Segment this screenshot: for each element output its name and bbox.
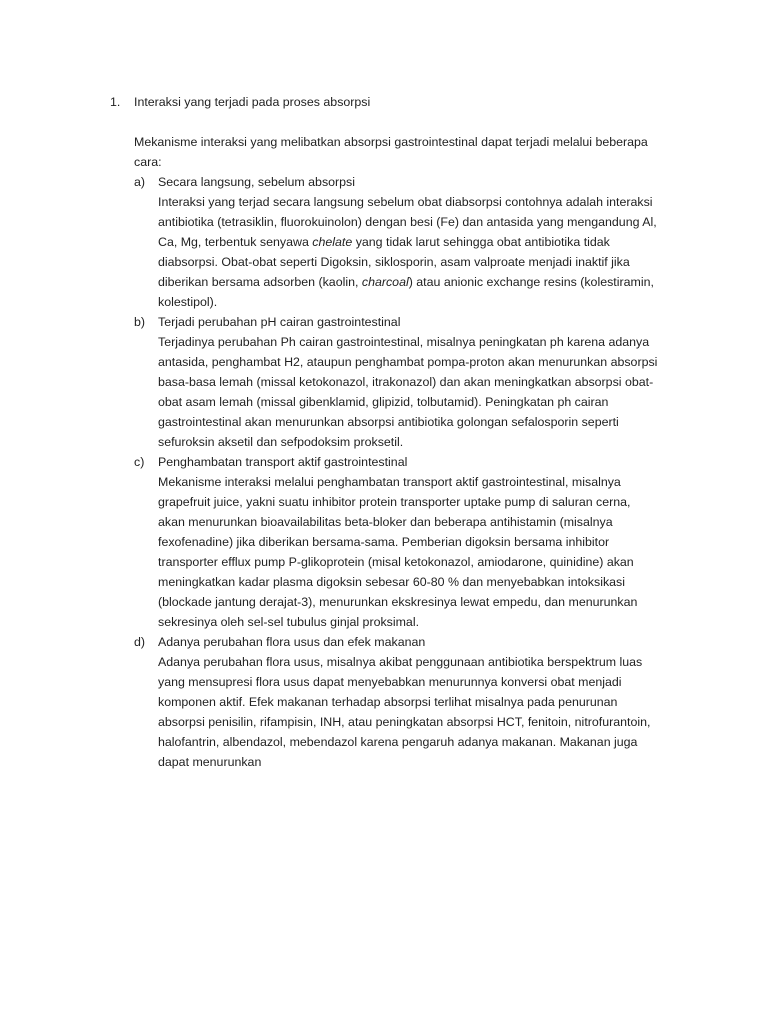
subsection-letter: b) <box>134 315 146 329</box>
italic-term: charcoal <box>361 275 409 289</box>
body-line: absorpsi penisilin, rifampisin, INH, atau peningkatan absorpsi HCT, fenitoin, nitrofurantoin, <box>158 715 651 729</box>
body-line: antibiotika (tetrasiklin, fluorokuinolon) dengan besi (Fe) dan antasida yang mengandung Al, <box>158 215 657 229</box>
body-line: gastrointestinal akan menurunkan absorpsi antibiotika golongan sefalosporin seperti <box>158 415 619 429</box>
body-line: sefuroksin aksetil dan sefpodoksim proksetil. <box>158 435 404 449</box>
subsection-body <box>158 652 694 772</box>
subsection <box>134 632 694 772</box>
subsection-title-text: Secara langsung, sebelum absorpsi <box>158 175 355 189</box>
subsection-body <box>158 192 694 312</box>
body-line <box>158 232 694 252</box>
body-line: basa-basa lemah (missal ketokonazol, itrakonazol) dan akan meningkatkan absorpsi obat- <box>158 375 654 389</box>
subsection-title-text: Terjadi perubahan pH cairan gastrointestinal <box>158 315 401 329</box>
body-line: komponen aktif. Efek makanan terhadap absorpsi terlihat misalnya pada penurunan <box>158 695 618 709</box>
body-line: Terjadinya perubahan Ph cairan gastrointestinal, misalnya peningkatan ph karena adanya <box>158 335 650 349</box>
subsection-title-text: Adanya perubahan flora usus dan efek makanan <box>158 635 426 649</box>
body-line-text: diberikan bersama adsorben (kaolin, <box>158 275 362 289</box>
body-line: akan menurunkan bioavailabilitas beta-bloker dan beberapa antihistamin (misalnya <box>158 515 613 529</box>
body-line: meningkatkan kadar plasma digoksin sebesar 60-80 % dan menyebabkan intoksikasi <box>158 575 625 589</box>
subsection <box>134 452 694 632</box>
subsection-list <box>134 172 694 772</box>
body-line: (blockade jantung derajat-3), menurunkan ekskresinya lewat empedu, dan menurunkan <box>158 595 638 609</box>
subsection-title <box>134 632 694 652</box>
body-line-text: ) atau anionic exchange resins (kolestiramin, <box>408 275 654 289</box>
body-line: Adanya perubahan flora usus, misalnya akibat penggunaan antibiotika berspektrum luas <box>158 655 643 669</box>
body-line: diabsorpsi. Obat-obat seperti Digoksin, siklosporin, asam valproate menjadi inaktif jika <box>158 255 630 269</box>
body-line: grapefruit juice, yakni suatu inhibitor protein transporter uptake pump di saluran cerna, <box>158 495 631 509</box>
body-line: fexofenadine) jika diberikan bersama-sama. Pemberian digoksin bersama inhibitor <box>158 535 610 549</box>
body-line: sekresinya oleh sel-sel tubulus ginjal proksimal. <box>158 615 420 629</box>
body-line <box>158 272 694 292</box>
subsection-letter: a) <box>134 175 146 189</box>
body-line: transporter efflux pump P-glikoprotein (misal ketokonazol, amiodarone, quinidine) akan <box>158 555 634 569</box>
subsection-letter: d) <box>134 635 146 649</box>
subsection <box>134 172 694 312</box>
body-line: halofantrin, albendazol, mebendazol karena pengaruh adanya makanan. Makanan juga <box>158 735 638 749</box>
body-line: yang mensupresi flora usus dapat menyebabkan menurunnya konversi obat menjadi <box>158 675 622 689</box>
body-line: Mekanisme interaksi melalui penghambatan transport aktif gastrointestinal, misalnya <box>158 475 621 489</box>
subsection-letter: c) <box>134 455 145 469</box>
subsection-body <box>158 332 694 452</box>
body-line: obat asam lemah (missal gibenklamid, glipizid, tolbutamid). Peningkatan ph cairan <box>158 395 609 409</box>
body-line-text: yang tidak larut sehingga obat antibiotika tidak <box>352 235 610 249</box>
body-line: antasida, penghambat H2, ataupun penghambat pompa-proton akan menurunkan absorpsi <box>158 355 658 369</box>
subsection <box>134 312 694 452</box>
heading-number: 1. <box>110 95 121 109</box>
intro-line: Mekanisme interaksi yang melibatkan absorpsi gastrointestinal dapat terjadi melalui beberapa <box>134 135 648 149</box>
subsection-body <box>158 472 694 632</box>
intro-line: cara: <box>134 155 162 169</box>
section-heading <box>110 92 370 112</box>
body-line: Interaksi yang terjad secara langsung sebelum obat diabsorpsi contohnya adalah interaksi <box>158 195 653 209</box>
subsection-title <box>134 452 694 472</box>
body-line-text: Ca, Mg, terbentuk senyawa <box>158 235 313 249</box>
italic-term: chelate <box>312 235 353 249</box>
subsection-title <box>134 312 694 332</box>
heading-text: Interaksi yang terjadi pada proses absorpsi <box>134 95 371 109</box>
body-line: kolestipol). <box>158 295 218 309</box>
subsection-title-text: Penghambatan transport aktif gastrointestinal <box>158 455 408 469</box>
subsection-title <box>134 172 694 192</box>
intro-paragraph <box>134 132 674 172</box>
body-line: dapat menurunkan <box>158 755 262 769</box>
